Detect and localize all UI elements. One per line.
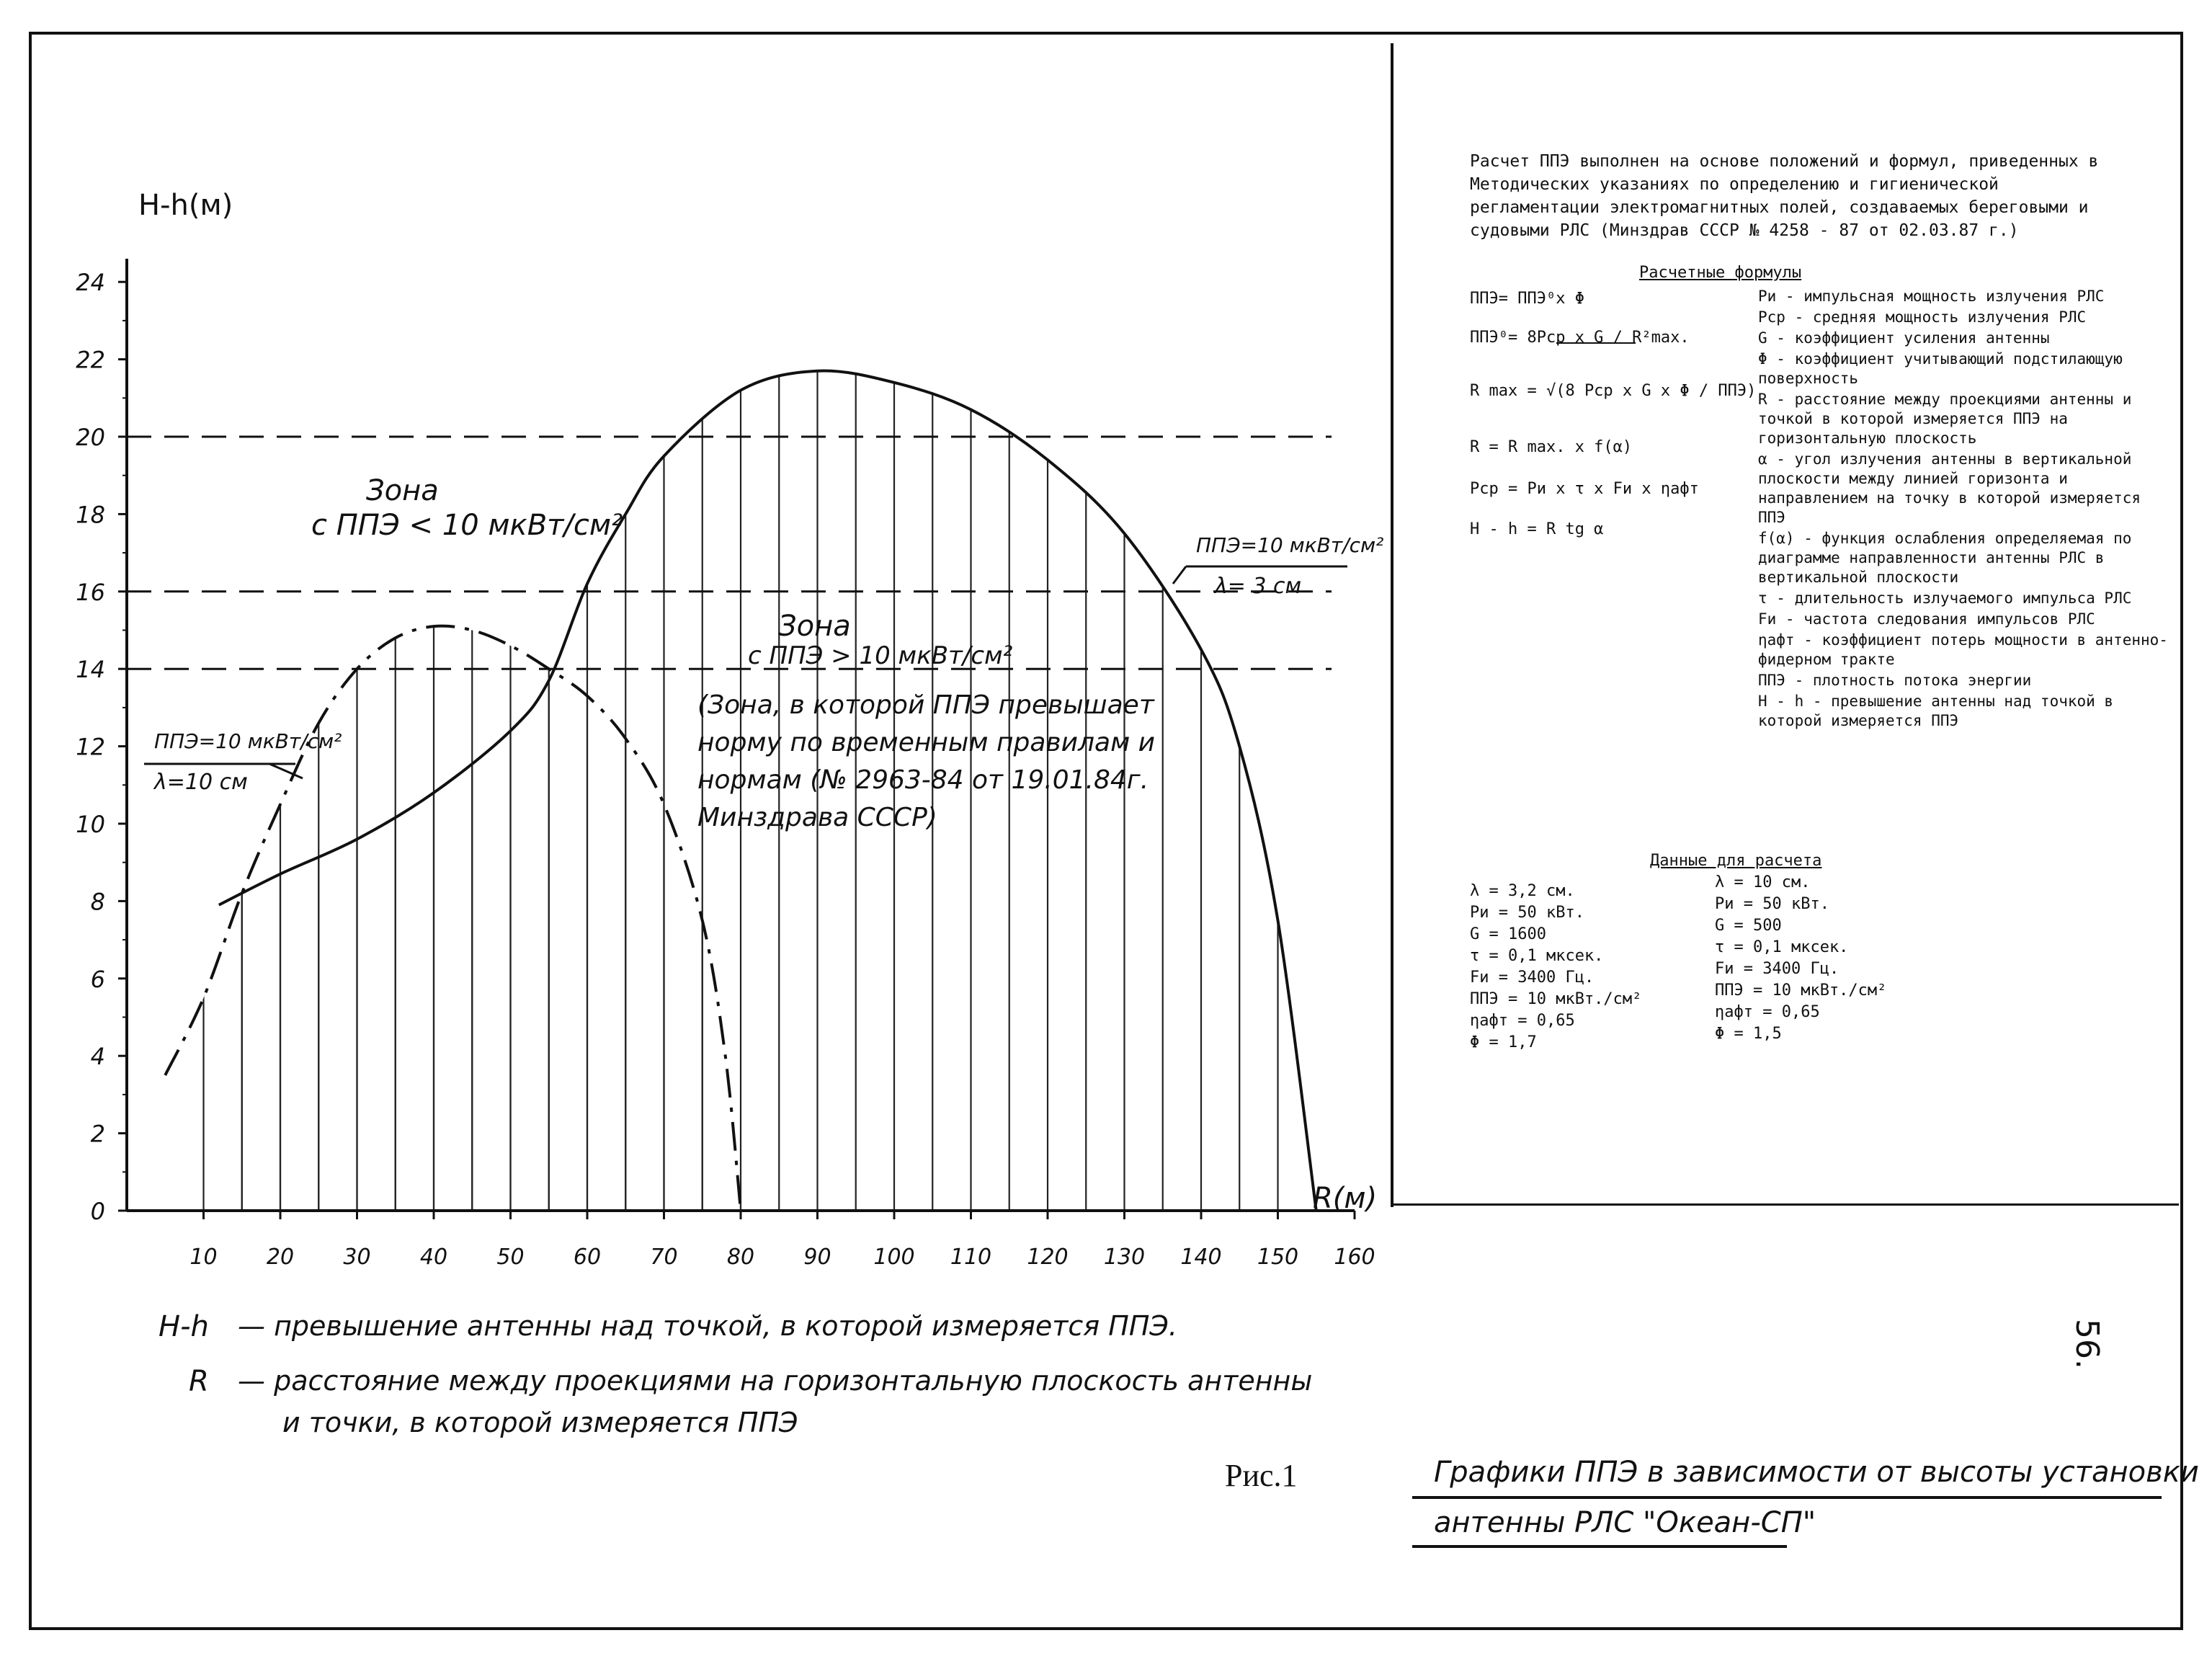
formula-5: Pcp = Pи x τ x Fи x ηафт — [1470, 480, 1699, 498]
definitions-list — [1758, 287, 2176, 732]
data-right-item: Pи = 50 кВт. — [1715, 895, 1829, 913]
x-tick-label: 160 — [1334, 1245, 1375, 1270]
x-tick-label: 80 — [726, 1245, 755, 1270]
x-tick-label: 110 — [950, 1245, 992, 1270]
legend-hh-symbol: H-h — [159, 1310, 209, 1343]
definition-item: H - h - превышение антенны над точкой в которой измеряется ППЭ — [1758, 693, 2114, 729]
zone-high-note-1: (Зона, в которой ППЭ превышает — [697, 690, 1154, 720]
figure-title-underline-2 — [1412, 1545, 1787, 1548]
y-tick-label: 16 — [76, 578, 105, 606]
y-tick-label: 10 — [76, 811, 105, 838]
x-tick-label: 40 — [419, 1245, 448, 1270]
x-tick-label: 100 — [873, 1245, 915, 1270]
data-right-item: τ = 0,1 мксек. — [1715, 938, 1849, 956]
x-tick-label: 90 — [803, 1245, 831, 1270]
formula-4: R = R max. x f(α) — [1470, 438, 1633, 456]
definition-item: α - угол излучения антенны в вертикальной плоскости между линией горизонта и направлением на точку в которой измеряется ППЭ — [1758, 450, 2141, 526]
y-axis-label: H-h(м) — [138, 189, 233, 222]
data-right-item: ηафт = 0,65 — [1715, 1003, 1820, 1021]
page-number: 56. — [2069, 1319, 2105, 1369]
definition-item: G - коэффициент усиления антенны — [1758, 329, 2050, 347]
data-left-item: λ = 3,2 см. — [1470, 882, 1575, 900]
x-tick-label: 130 — [1103, 1245, 1146, 1270]
formula-6: H - h = R tg α — [1470, 520, 1604, 538]
y-tick-label: 14 — [76, 656, 105, 684]
definition-item: τ - длительность излучаемого импульса РЛС — [1758, 589, 2132, 607]
data-left-column — [1470, 881, 1641, 1054]
data-left-item: ППЭ = 10 мкВт./см² — [1470, 990, 1642, 1008]
data-right-item: G = 500 — [1715, 917, 1782, 935]
figure-label: Рис.1 — [1225, 1458, 1298, 1493]
data-right-item: Fи = 3400 Гц. — [1715, 960, 1839, 978]
data-left-item: Pи = 50 кВт. — [1470, 904, 1584, 922]
definition-item: f(α) - функция ослабления определяемая по диаграмме направленности антенны РЛС в вертикальной плоскости — [1758, 530, 2132, 586]
y-tick-label: 4 — [90, 1043, 105, 1071]
zone-high-note-2: норму по временным правилам и — [697, 728, 1156, 757]
data-left-item: Φ = 1,7 — [1470, 1033, 1537, 1051]
zone-high-note-4: Минздрава СССР) — [697, 803, 937, 832]
data-left-item: ηафт = 0,65 — [1470, 1012, 1575, 1030]
legend-r-desc-1: — расстояние между проекциями на горизонтальную плоскость антенны — [238, 1365, 1313, 1397]
x-tick-label: 70 — [650, 1245, 678, 1270]
x-tick-label: 10 — [189, 1245, 218, 1270]
label-3cm-pointer — [1173, 566, 1186, 584]
formula-3: R max = √(8 Pcp x G x Φ / ППЭ) — [1470, 382, 1757, 400]
x-tick-label: 150 — [1257, 1245, 1299, 1270]
legend-r-desc-2: и точки, в которой измеряется ППЭ — [282, 1407, 798, 1438]
data-right-item: ППЭ = 10 мкВт./см² — [1715, 982, 1887, 1000]
curve-10cm-label-1: ППЭ=10 мкВт/см² — [154, 729, 342, 753]
y-tick-label: 12 — [76, 733, 105, 761]
x-axis-label: R(м) — [1313, 1182, 1378, 1215]
y-tick-label: 24 — [76, 269, 105, 297]
formulas-title: Расчетные формулы — [1639, 264, 1802, 282]
formula-1: ППЭ= ППЭ⁰x Φ — [1470, 290, 1584, 308]
zone-high-label-2: с ППЭ > 10 мкВт/см² — [748, 641, 1013, 670]
y-tick-label: 0 — [90, 1198, 105, 1225]
definition-item: Pcp - средняя мощность излучения РЛС — [1758, 308, 2087, 326]
data-left-item: G = 1600 — [1470, 925, 1546, 943]
data-right-item: Φ = 1,5 — [1715, 1025, 1782, 1043]
y-tick-label: 8 — [90, 888, 105, 916]
data-left-item: Fи = 3400 Гц. — [1470, 969, 1595, 987]
data-right-item: λ = 10 см. — [1715, 873, 1811, 891]
y-tick-label: 20 — [76, 424, 105, 451]
zone-high-label-1: Зона — [778, 610, 851, 643]
x-tick-label: 50 — [496, 1245, 525, 1270]
figure-title-line-2: антенны РЛС "Океан-СП" — [1434, 1506, 1816, 1539]
x-tick-label: 120 — [1027, 1245, 1069, 1270]
data-title: Данные для расчета — [1650, 852, 1822, 870]
legend-hh-desc: — превышение антенны над точкой, в которой измеряется ППЭ. — [238, 1310, 1178, 1342]
zone-low-label-1: Зона — [366, 474, 439, 507]
y-tick-label: 6 — [90, 965, 105, 993]
figure-title-underline-1 — [1412, 1496, 2162, 1499]
zone-low-label-2: с ППЭ < 10 мкВт/см² — [311, 509, 623, 542]
figure-title-line-1: Графики ППЭ в зависимости от высоты установки — [1434, 1456, 2199, 1489]
formula-2: ППЭ⁰= 8Pcp x G / R²max. — [1470, 329, 1690, 347]
definition-item: ППЭ - плотность потока энергии — [1758, 672, 2032, 689]
y-tick-label: 18 — [76, 501, 105, 529]
curve-10cm — [165, 626, 741, 1211]
panel-bottom-border — [1393, 1203, 2179, 1206]
x-tick-label: 30 — [343, 1245, 371, 1270]
panel-intro: Расчет ППЭ выполнен на основе положений и формул, приведенных в Методических указаниях по определению и гигиенической регламентации электромагнитных полей, создаваемых береговыми и судовыми РЛС (Минздрав СССР № 4258 - 87 от 02.03.87 г.) — [1470, 152, 2099, 240]
definition-item: R - расстояние между проекциями антенны и точкой в которой измеряется ППЭ на горизонтальную плоскость — [1758, 391, 2132, 447]
legend-r-symbol: R — [189, 1365, 209, 1398]
definition-item: ηафт - коэффициент потерь мощности в антенно-фидерном тракте — [1758, 631, 2168, 668]
y-tick-label: 2 — [90, 1120, 105, 1148]
x-tick-label: 60 — [573, 1245, 602, 1270]
definition-item: Pи - импульсная мощность излучения РЛС — [1758, 288, 2105, 305]
curve-3cm-label-2: λ= 3 см — [1215, 574, 1302, 599]
curve-3cm-label-1: ППЭ=10 мкВт/см² — [1196, 533, 1384, 557]
x-tick-label: 20 — [266, 1245, 295, 1270]
definition-item: Fи - частота следования импульсов РЛС — [1758, 610, 2095, 628]
panel-left-border — [1391, 43, 1393, 1207]
curve-10cm-label-2: λ=10 см — [154, 770, 248, 795]
data-right-column — [1715, 872, 1886, 1045]
zone-high-note-3: нормам (№ 2963-84 от 19.01.84г. — [697, 765, 1149, 795]
definition-item: Φ - коэффициент учитывающий подстилающую поверхность — [1758, 350, 2123, 387]
data-left-item: τ = 0,1 мксек. — [1470, 947, 1604, 965]
x-tick-label: 140 — [1180, 1245, 1222, 1270]
y-tick-label: 22 — [76, 346, 105, 374]
